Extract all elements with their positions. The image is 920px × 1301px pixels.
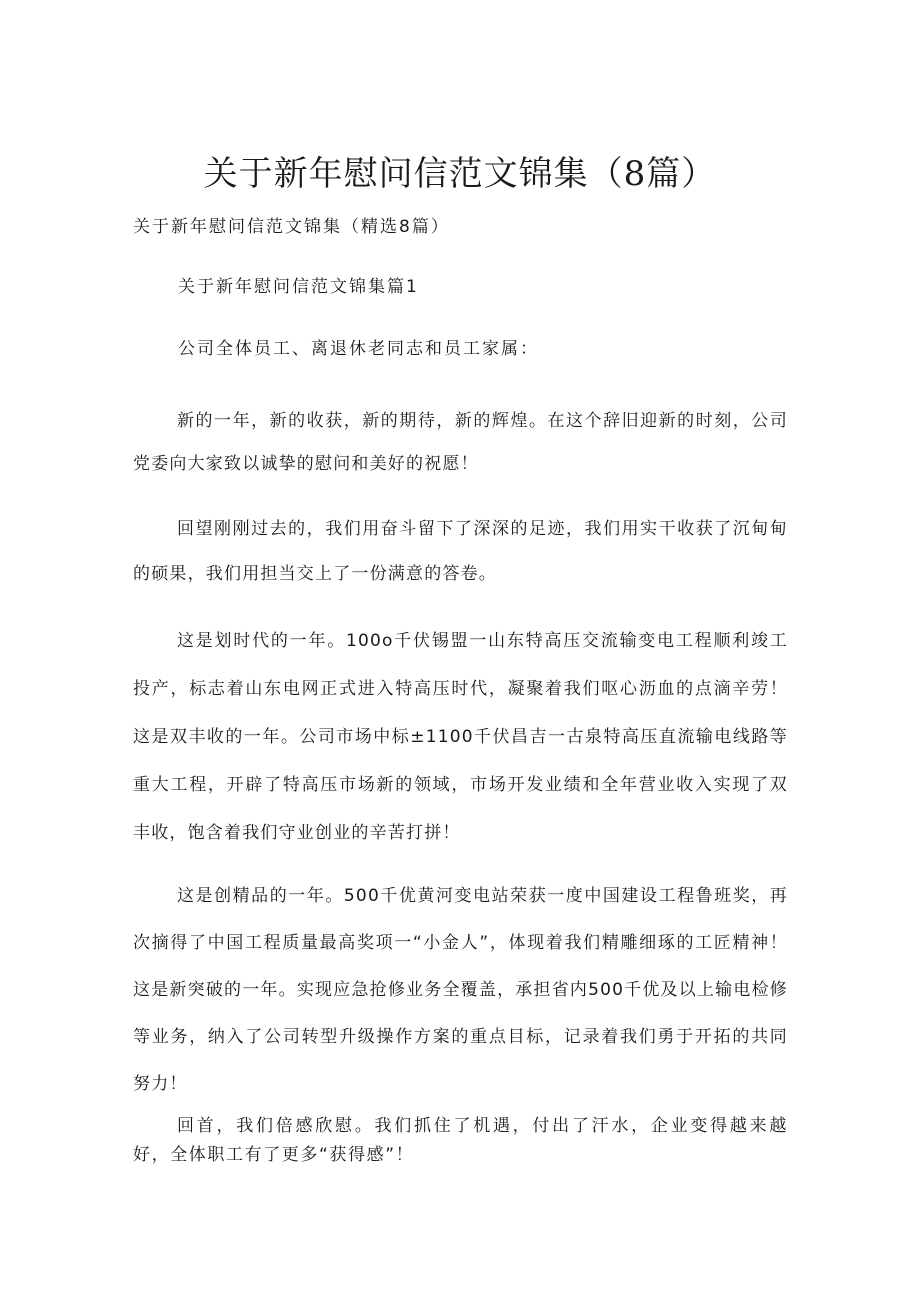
paragraph-2: 回望刚刚过去的，我们用奋斗留下了深深的足迹，我们用实干收获了沉甸甸的硕果，我们用担当交上了一份满意的答卷。 [133,519,788,584]
paragraph-3: 这是划时代的一年。100o千伏锡盟一山东特高压交流输变电工程顺利竣工投产，标志着山东电网正式进入特高压时代，凝聚着我们呕心沥血的点滴辛劳！这是双丰收的一年。公司市场中标±1100千伏昌吉一古泉特高压直流输电线路等重大工程，开辟了特高压市场新的领域，市场开发业绩和全年营业收入实现了双丰收，饱含着我们守业创业的辛苦打拼！ [133,631,788,843]
paragraph-1: 新的一年，新的收获，新的期待，新的辉煌。在这个辞旧迎新的时刻，公司党委向大家致以诚挚的慰问和美好的祝愿！ [133,411,788,474]
document-title: 关于新年慰问信范文锦集（8篇） [203,154,717,194]
paragraph-5: 回首，我们倍感欣慰。我们抓住了机遇，付出了汗水，企业变得越来越好，全体职工有了更多“获得感”！ [133,1116,788,1165]
document-subtitle: 关于新年慰问信范文锦集（精选8篇） [133,217,450,237]
paragraph-4: 这是创精品的一年。500千优黄河变电站荣获一度中国建设工程鲁班奖，再次摘得了中国工程质量最高奖项一“小金人”，体现着我们精雕细琢的工匠精神！这是新突破的一年。实现应急抢修业务全覆盖，承担省内500千优及以上输电检修等业务，纳入了公司转型升级操作方案的重点目标，记录着我们勇于开拓的共同努力！ [133,886,788,1094]
letter-salutation: 公司全体员工、离退休老同志和员工家属： [178,339,539,359]
section-heading: 关于新年慰问信范文锦集篇1 [178,277,419,297]
